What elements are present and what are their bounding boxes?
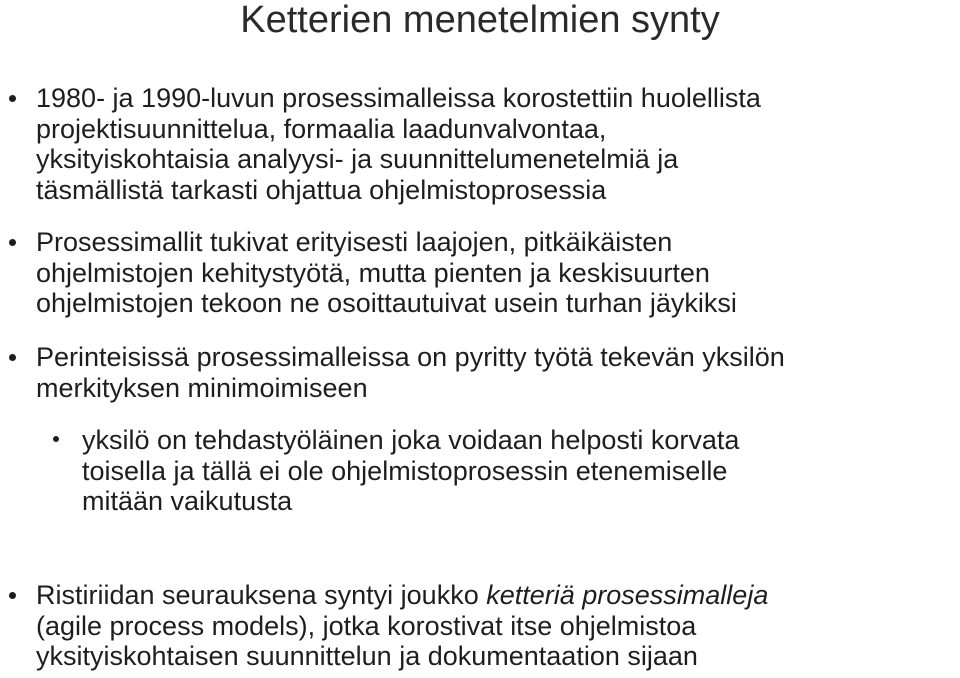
slide-title: Ketterien menetelmien synty	[240, 0, 720, 41]
bullet-line: ohjelmistojen tekoon ne osoittautuivat usein turhan jäykiksi	[36, 288, 737, 318]
bullet-line: (agile process models), jotka korostivat itse ohjelmistoa	[36, 610, 697, 641]
bullet-text: Ristiriidan seurauksena syntyi joukko	[36, 580, 487, 610]
bullet-line: merkityksen minimoimiseen	[36, 372, 368, 403]
bullet-line: yksityiskohtaisen suunnittelun ja dokumentaation sijaan	[36, 641, 698, 671]
bullet-line: projektisuunnittelua, formaalia laadunvalvontaa,	[36, 113, 607, 144]
bullet-line: yksityiskohtaisia analyysi- ja suunnittelumenetelmiä ja	[36, 144, 679, 174]
bullet-item	[36, 83, 956, 205]
bullet-item	[36, 580, 956, 672]
bullet-line: 1980- ja 1990-luvun prosessimalleissa korostettiin huolellista	[36, 83, 761, 113]
bullet-line	[36, 580, 956, 611]
bullet-line: mitään vaikutusta	[82, 486, 293, 516]
bullet-item	[36, 342, 956, 403]
bullet-item	[36, 227, 956, 319]
bullet-line: toisella ja tällä ei ole ohjelmistoprosessin etenemiselle	[82, 455, 728, 486]
sub-bullet-item	[82, 425, 952, 517]
bullet-line: täsmällistä tarkasti ohjattua ohjelmistoprosessia	[36, 174, 607, 205]
italic-term: ketteriä prosessimalleja	[486, 580, 769, 610]
bullet-line: Perinteisissä prosessimalleissa on pyritty työtä tekevän yksilön	[36, 342, 785, 372]
bullet-line: Prosessimallit tukivat erityisesti laajojen, pitkäikäisten	[36, 227, 673, 257]
bullet-line: yksilö on tehdastyöläinen joka voidaan helposti korvata	[82, 425, 740, 455]
bullet-line: ohjelmistojen kehitystyötä, mutta pienten ja keskisuurten	[36, 257, 710, 288]
